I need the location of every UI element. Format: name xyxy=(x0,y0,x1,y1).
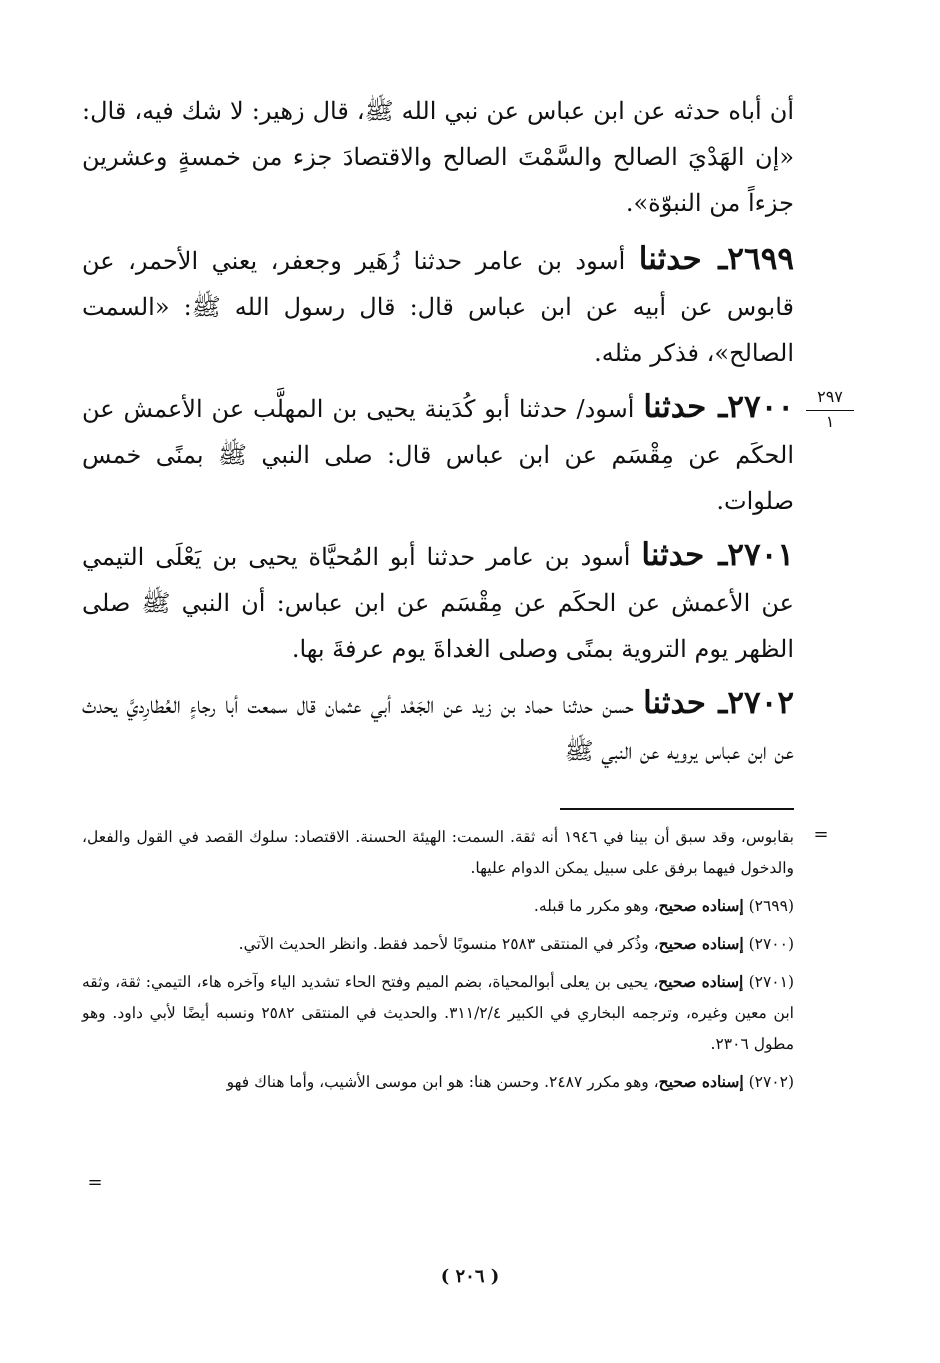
footnote-grade: إسناده صحيح xyxy=(658,1072,744,1091)
footnote-number: (٢٧٠٠) xyxy=(743,935,794,953)
hadith-keyword: ـ حدثنا xyxy=(638,241,728,277)
footnote-text: ، وذُكر في المنتقى ٢٥٨٣ منسوبًا لأحمد فقط. وانظر الحديث الآتي. xyxy=(238,935,659,953)
hadith-2700 xyxy=(82,384,794,524)
hadith-number: ٢٧٠١ xyxy=(727,537,794,573)
margin-reference xyxy=(806,386,854,433)
footnote-number: (٢٧٠٢) xyxy=(743,1073,794,1091)
main-text xyxy=(82,88,794,782)
hadith-text: أسود/ حدثنا أبو كُدَينة يحيى بن المهلَّب عن الأعمش عن الحكَم عن مِقْسَم عن ابن عباس قال: صلى النبي ﷺ بمنًى خمس صلوات. xyxy=(82,395,794,515)
footnote-2699 xyxy=(82,890,794,922)
footnote-text: ، يحيى بن يعلى أبوالمحياة، بضم الميم وفتح الحاء تشديد الياء وآخره هاء، التيمي: ثقة، وثقه ابن معين وغيره، وترجمه البخاري في الكبير ٣١١/٢/٤. والحديث في المنتقى ٢٥٨٢ ونسبه أيضًا لأبي داود. وهو مطول ٢٣٠٦. xyxy=(82,973,794,1053)
footnote-divider xyxy=(560,808,794,810)
footnote-text: ، وهو مكرر ما قبله. xyxy=(533,897,659,915)
footnote-grade: إسناده صحيح xyxy=(658,934,744,953)
footnotes xyxy=(82,822,794,1104)
hadith-number: ٢٦٩٩ xyxy=(727,241,794,277)
hadith-2702 xyxy=(82,680,794,774)
hadith-number: ٢٧٠٠ xyxy=(727,389,794,425)
hadith-text: أسود بن عامر حدثنا زُهَير وجعفر، يعني الأحمر، عن قابوس عن أبيه عن ابن عباس قال: قال رسول الله ﷺ: «السمت الصالح»، فذكر مثله. xyxy=(82,247,794,367)
hadith-text: أسود بن عامر حدثنا أبو المُحيَّاة يحيى بن يَعْلَى التيمي عن الأعمش عن الحكَم عن مِقْسَم عن ابن عباس: أن النبي ﷺ صلى الظهر يوم التروية بمنًى وصلى الغداةَ يوم عرفةَ بها. xyxy=(82,543,794,663)
footnote-2702 xyxy=(82,1066,794,1098)
footnote-text: بقابوس، وقد سبق أن بينا في ١٩٤٦ أنه ثقة. السمت: الهيئة الحسنة. الاقتصاد: سلوك القصد في القول والفعل، والدخول فيهما برفق على سبيل يمكن الدوام عليها. xyxy=(82,828,794,877)
hadith-number: ٢٧٠٢ xyxy=(727,685,794,721)
continuation-marker: = xyxy=(813,824,829,845)
margin-part: ١ xyxy=(825,412,835,431)
footnote-2700 xyxy=(82,928,794,960)
footnote-number: (٢٦٩٩) xyxy=(743,897,794,915)
continued-paragraph: أن أباه حدثه عن ابن عباس عن نبي الله ﷺ، قال زهير: لا شك فيه، قال: «إن الهَدْيَ الصالح والسَّمْتَ الصالح والاقتصادَ جزء من خمسةٍ وعشرين جزءاً من النبوّة». xyxy=(82,97,795,217)
continuation-marker-end: = xyxy=(87,1172,103,1193)
page-number: ( ٢٠٦ ) xyxy=(440,1266,500,1287)
footnote-grade: إسناده صحيح xyxy=(658,896,744,915)
hadith-2701 xyxy=(82,532,794,672)
hadith-keyword: ـ حدثنا xyxy=(643,685,728,721)
hadith-text: حسن حدثنا حماد بن زيد عن الجَعْد أبي عثمان قال سمعت أبا رجاءٍ العُطارِديَّ يحدث عن ابن عباس يرويه عن النبي ﷺ xyxy=(82,691,794,765)
hadith-keyword: ـ حدثنا xyxy=(643,389,728,425)
margin-volume: ٢٩٧ xyxy=(806,386,854,411)
hadith-keyword: ـ حدثنا xyxy=(641,537,728,573)
footnote-grade: إسناده صحيح xyxy=(658,972,744,991)
footnote-continued xyxy=(82,822,794,884)
footnote-2701 xyxy=(82,966,794,1060)
footnote-text: ، وهو مكرر ٢٤٨٧. وحسن هنا: هو ابن موسى الأشيب، وأما هناك فهو xyxy=(226,1073,659,1091)
hadith-2699 xyxy=(82,236,794,376)
footnote-number: (٢٧٠١) xyxy=(743,973,794,991)
